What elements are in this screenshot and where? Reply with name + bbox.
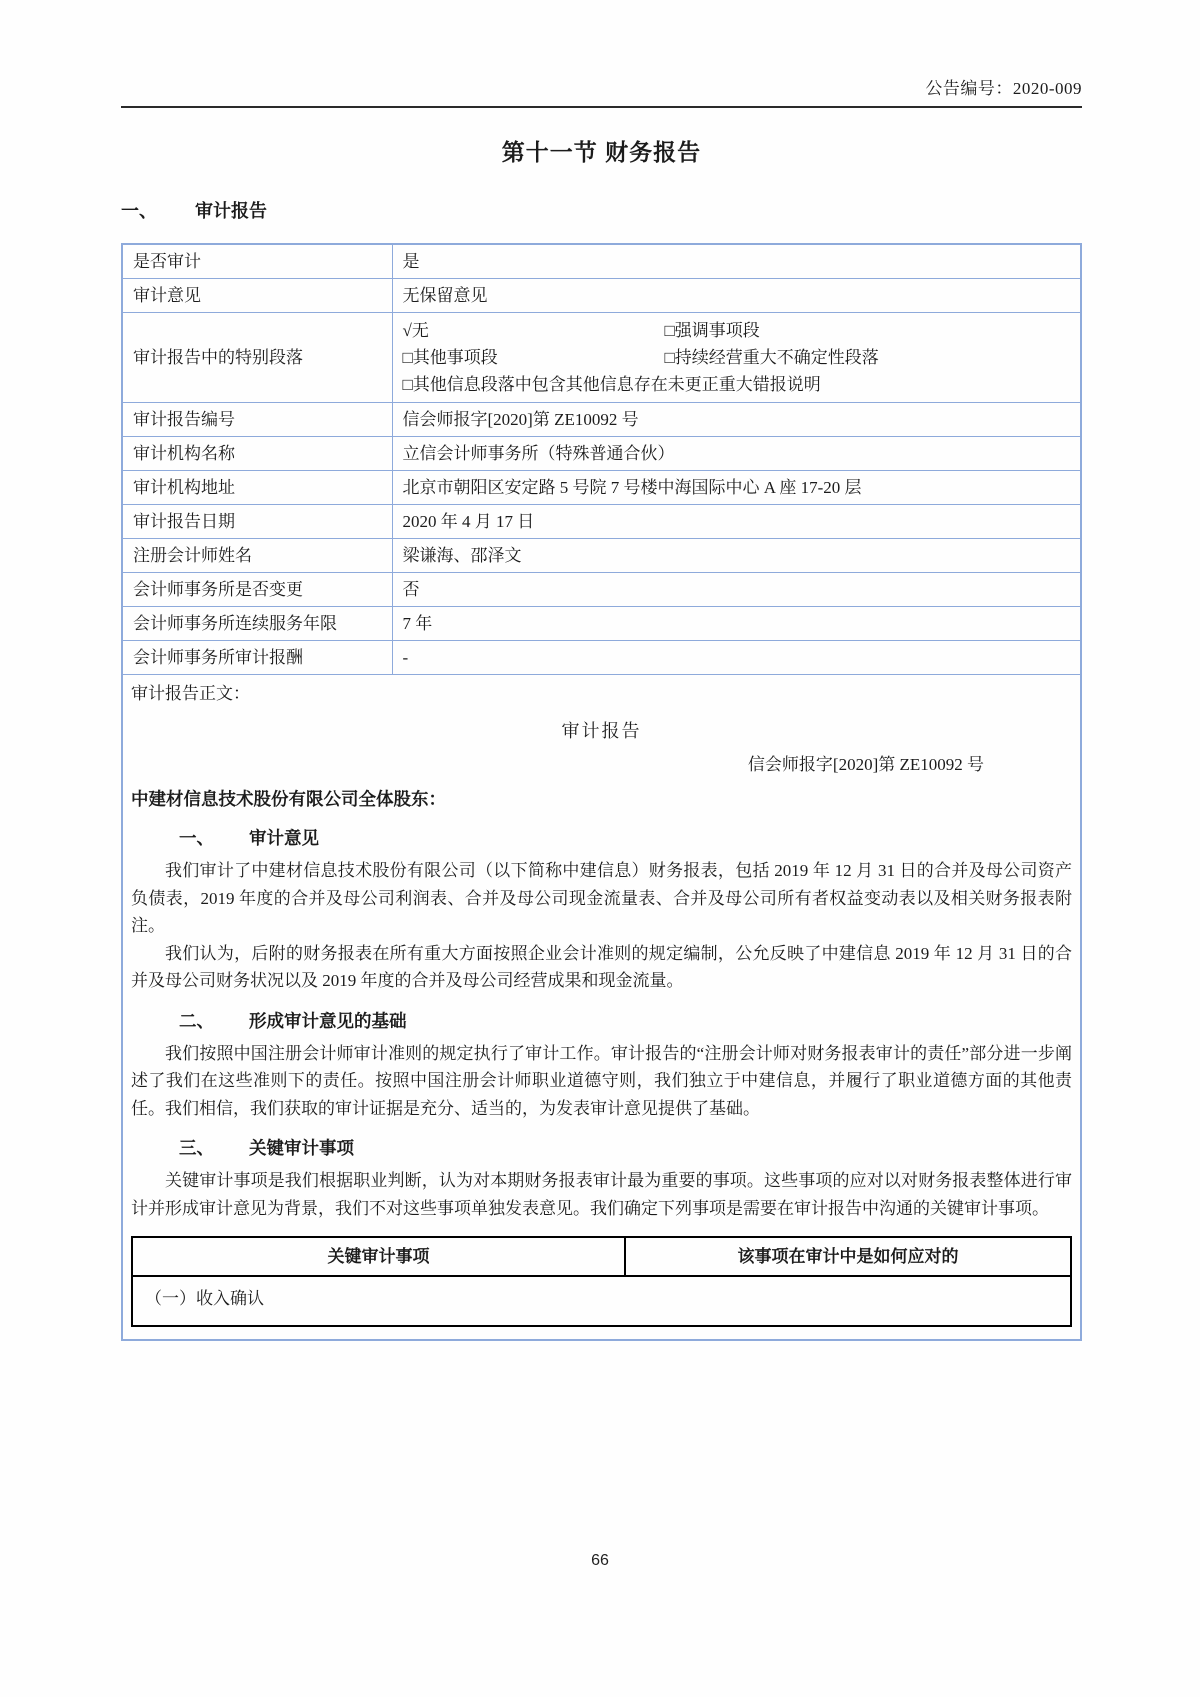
report-body-cell [122,675,1081,1341]
body-section-heading-1 [179,826,1072,851]
header-rule [121,106,1082,108]
report-number: 信会师报字[2020]第 ZE10092 号 [747,755,984,774]
option-line [403,344,1071,371]
page-title: 第十一节 财务报告 [501,139,702,165]
row-label: 会计师事务所连续服务年限 [122,607,392,641]
table-row [122,573,1081,607]
audit-summary-table [121,243,1082,1341]
section-number: 一、 [121,201,157,221]
body-paragraph: 关键审计事项是我们根据职业判断，认为对本期财务报表审计最为重要的事项。这些事项的应对以对财务报表整体进行审计并形成审计意见为背景，我们不对这些事项单独发表意见。我们确定下列事项是需要在审计报告中沟通的关键审计事项。 [131,1171,1072,1218]
body-section-title: 审计意见 [249,828,319,848]
option-other-matters: □其他事项段 [402,348,498,367]
row-value: 信会师报字[2020]第 ZE10092 号 [392,403,1081,437]
row-label: 是否审计 [122,244,392,279]
page-number: 66 [591,1552,609,1569]
table-row [122,607,1081,641]
section-title: 审计报告 [195,201,267,221]
key-matters-col1-header: 关键审计事项 [132,1237,625,1276]
table-row [122,505,1081,539]
table-row [122,244,1081,279]
report-body-lead: 审计报告正文： [131,684,250,703]
body-paragraph: 我们审计了中建材信息技术股份有限公司（以下简称中建信息）财务报表，包括 2019 年 12 月 31 日的合并及母公司资产负债表，2019 年度的合并及母公司利润表、合并及母公司现金流量表、合并及母公司所有者权益变动表以及相关财务报表附注。 [131,861,1072,935]
row-label: 注册会计师姓名 [122,539,392,573]
table-row [122,641,1081,675]
option-line [403,371,1071,398]
row-value: 立信会计师事务所（特殊普通合伙） [392,437,1081,471]
option-none-checked: √无 [402,321,429,340]
row-label: 会计师事务所审计报酬 [122,641,392,675]
row-value: 无保留意见 [392,279,1081,313]
report-title: 审计报告 [561,721,642,741]
row-value: 否 [392,573,1081,607]
option-emphasis-paragraph: □强调事项段 [664,321,760,340]
key-matters-header-row [132,1237,1071,1276]
salutation: 中建材信息技术股份有限公司全体股东： [131,789,446,809]
body-section-number: 二、 [179,1010,214,1031]
body-section-number: 三、 [179,1138,214,1158]
key-matters-col2-header: 该事项在审计中是如何应对的 [625,1237,1071,1276]
table-row [122,279,1081,313]
body-section-title: 关键审计事项 [249,1138,354,1158]
body-section-heading-3 [179,1136,1072,1161]
row-value: 2020 年 4 月 17 日 [392,505,1081,539]
row-label: 审计机构名称 [122,437,392,471]
table-row [122,471,1081,505]
row-value: 北京市朝阳区安定路 5 号院 7 号楼中海国际中心 A 座 17-20 层 [392,471,1081,505]
table-row [122,403,1081,437]
body-section-heading-2 [179,1009,1072,1034]
key-audit-matters-table [131,1236,1072,1327]
row-label: 审计机构地址 [122,471,392,505]
key-matters-row [132,1276,1071,1326]
option-other-info-misstatement: □其他信息段落中包含其他信息存在未更正重大错报说明 [402,375,821,394]
key-matters-row-value: （一）收入确认 [132,1276,1071,1326]
row-value: 7 年 [392,607,1081,641]
row-value: 梁谦海、邵泽文 [392,539,1081,573]
body-paragraph: 我们认为，后附的财务报表在所有重大方面按照企业会计准则的规定编制，公允反映了中建信息 2019 年 12 月 31 日的合并及母公司财务状况以及 2019 年度的合并及母公司经营成果和现金流量。 [131,943,1072,990]
row-label: 审计报告编号 [122,403,392,437]
row-label: 审计报告中的特别段落 [122,313,392,403]
table-row [122,437,1081,471]
row-value: - [392,641,1081,675]
option-line [403,317,1071,344]
body-section-title: 形成审计意见的基础 [249,1010,407,1031]
option-going-concern: □持续经营重大不确定性段落 [664,348,879,367]
special-paragraph-options [392,313,1081,403]
section-heading-audit-report [121,197,1082,223]
table-row-report-body [122,675,1081,1341]
table-row [122,539,1081,573]
row-label: 审计报告日期 [122,505,392,539]
announcement-number: 公告编号：2020-009 [925,79,1082,98]
row-value: 是 [392,244,1081,279]
row-label: 审计意见 [122,279,392,313]
row-label: 会计师事务所是否变更 [122,573,392,607]
body-paragraph: 我们按照中国注册会计师审计准则的规定执行了审计工作。审计报告的“注册会计师对财务报表审计的责任”部分进一步阐述了我们在这些准则下的责任。按照中国注册会计师职业道德守则，我们独立于中建信息，并履行了职业道德方面的其他责任。我们相信，我们获取的审计证据是充分、适当的，为发表审计意见提供了基础。 [131,1043,1072,1118]
table-row-special-paragraphs [122,313,1081,403]
body-section-number: 一、 [179,828,214,848]
